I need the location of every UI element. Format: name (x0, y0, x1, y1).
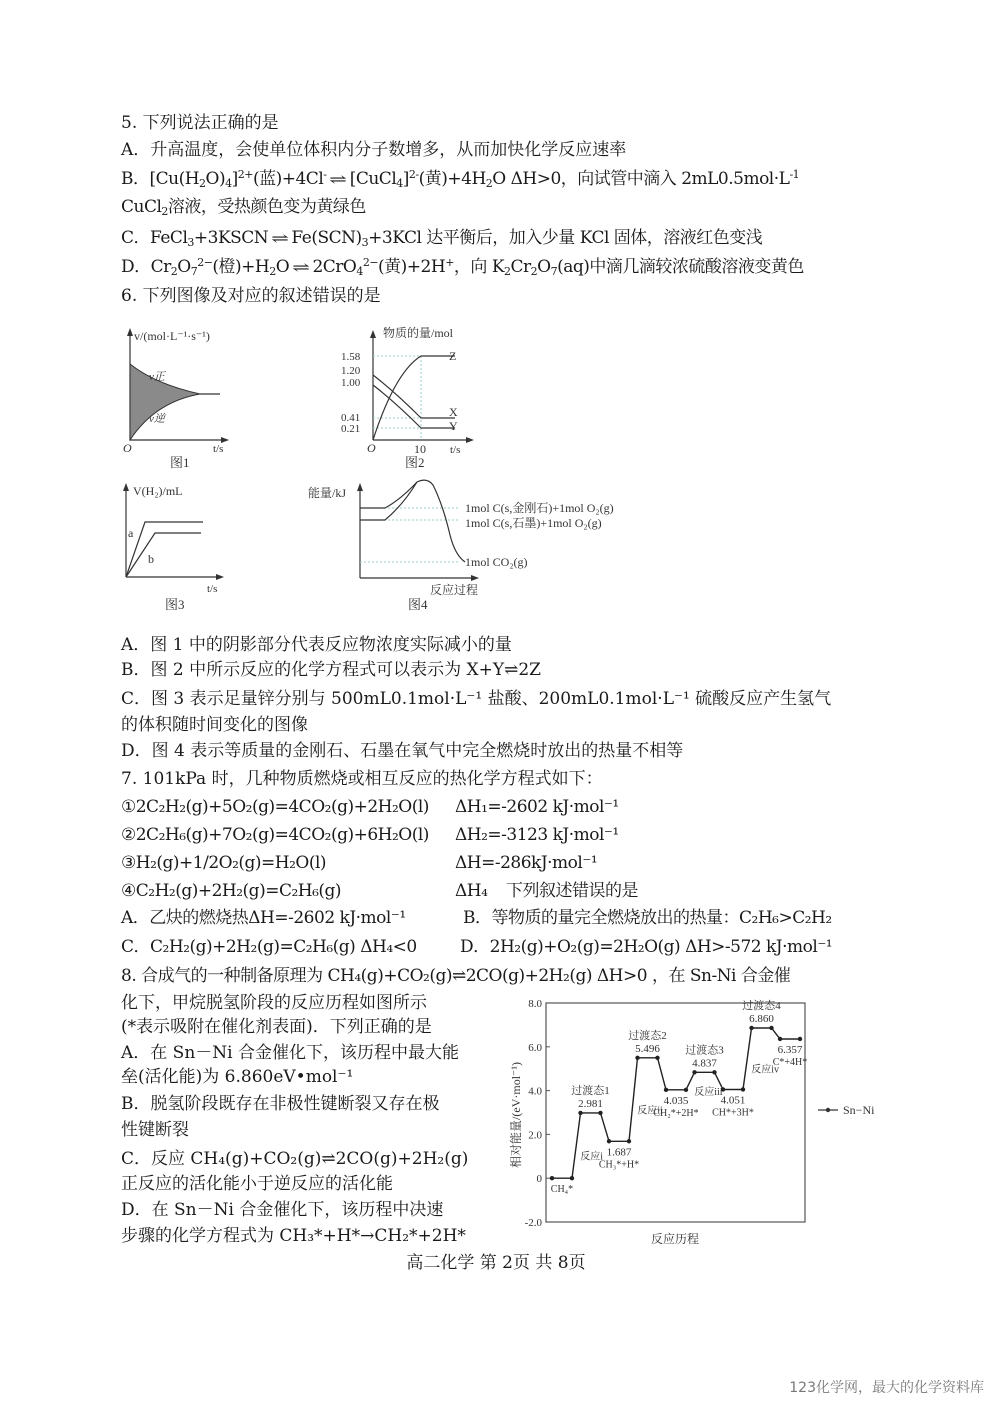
reaction-step-label: 反应i (580, 1151, 604, 1163)
q8-option-d: D．在 Sn－Ni 合金催化下，该历程中决速 (121, 1200, 444, 1220)
data-point (598, 1111, 602, 1115)
fig4-xlabel: 反应过程 (430, 583, 479, 597)
fig3-ylabel: V(H₂)/mL (133, 484, 183, 498)
fig3-x-arrow-icon (216, 574, 224, 580)
species-label: CH₄* (550, 1184, 574, 1196)
q5-option-a: A．升高温度，会使单位体积内分子数增多，从而加快化学反应速率 (121, 140, 627, 160)
fig2-label-z: Z (449, 349, 457, 363)
figure-2 (335, 322, 475, 476)
fig2-ytick-021: 0.21 (341, 423, 361, 435)
q8-option-c-cont: 正反应的活化能小于逆反应的活化能 (121, 1174, 393, 1194)
fig2-origin: O (367, 441, 376, 455)
q6-option-c: C．图 3 表示足量锌分别与 500mL0.1mol·L⁻¹ 盐酸、200mL0.1mol·L⁻¹ 硫酸反应产生氢气 (121, 689, 832, 709)
fig2-label-x: X (449, 405, 458, 419)
data-point (712, 1070, 716, 1074)
q8-line-2: (*表示吸附在催化剂表面)．下列正确的是 (121, 1017, 432, 1037)
q8-option-b-cont: 性键断裂 (121, 1120, 189, 1140)
fig2-ytick-158: 1.58 (341, 351, 361, 363)
data-point (749, 1026, 753, 1030)
legend-label: Sn−Ni (843, 1103, 875, 1117)
chart-ylabel: 相对能量/(eV·mol⁻¹) (509, 1062, 523, 1168)
ytick-label: -2.0 (524, 1217, 542, 1229)
fig3-series-a (126, 522, 203, 577)
data-point (692, 1070, 696, 1074)
q8-option-c: C．反应 CH₄(g)+CO₂(g)⇌2CO(g)+2H₂(g) (121, 1149, 469, 1169)
fig3-series-b (126, 533, 201, 577)
data-point (664, 1088, 668, 1092)
value-label: 4.837 (692, 1057, 717, 1070)
q5-option-b: B．$[Cu(H_2O)_4]^{2+}$(蓝)+4Cl- ⇌ [CuCl$_4$]$^{2-}$(黄)$+4H_2O$ ΔH>0，向试管中滴入 $2mL0.5mol\cdot L^{-1}$ (121, 168, 800, 190)
q7-eq3: ③H₂(g)+1/2O₂(g)=H₂O(l) ΔH=-286kJ·mol⁻¹ (121, 853, 598, 873)
fig4-label-co2: 1mol CO₂(g) (465, 555, 528, 569)
figure-1 (115, 322, 240, 476)
fig1-y-arrow-icon (127, 328, 133, 336)
transition-state-label: 过渡态3 (685, 1044, 724, 1057)
value-label: 6.357 (777, 1043, 803, 1056)
data-point (627, 1139, 631, 1143)
species-label: CH₃*+H* (598, 1159, 640, 1171)
value-label: 5.496 (635, 1042, 660, 1055)
data-point (769, 1026, 773, 1030)
species-label: C*+4H* (772, 1056, 808, 1068)
equilibrium-arrow-icon: ⇌ (292, 260, 310, 276)
fig4-curve-diamond (360, 480, 465, 562)
q7-option-d: D．2H₂(g)+O₂(g)=2H₂O(g) ΔH>-572 kJ·mol⁻¹ (460, 937, 833, 957)
equilibrium-arrow-icon: ⇌ (329, 172, 347, 188)
q8-option-a: A．在 Sn－Ni 合金催化下，该历程中最大能 (121, 1043, 459, 1063)
fig3-caption: 图3 (165, 597, 185, 612)
q5-option-b-cont: CuCl$_2$溶液，受热颜色变为黄绿色 (121, 197, 366, 218)
fig1-v-reverse: v逆 (149, 413, 165, 425)
transition-state-label: 过渡态1 (571, 1084, 610, 1097)
value-label: 2.981 (578, 1097, 603, 1110)
data-point (578, 1111, 582, 1115)
fig2-ytick-041: 0.41 (341, 412, 361, 424)
figure-4 (305, 475, 650, 624)
chart-xlabel: 反应历程 (650, 1232, 700, 1246)
fig1-ylabel: v/(mol·L⁻¹·s⁻¹) (134, 329, 210, 343)
fig4-label-graphite: 1mol C(s,石墨)+1mol O₂(g) (465, 516, 602, 530)
transition-state-label: 过渡态2 (628, 1029, 667, 1042)
data-point (798, 1037, 802, 1041)
fig2-series-x (373, 375, 455, 418)
q6-option-d: D．图 4 表示等质量的金刚石、石墨在氧气中完全燃烧时放出的热量不相等 (121, 741, 684, 761)
fig4-label-diamond: 1mol C(s,金刚石)+1mol O₂(g) (465, 501, 614, 515)
fig1-xlabel: t/s (213, 443, 224, 455)
data-point (778, 1037, 782, 1041)
q7-eq4: ④C₂H₂(g)+2H₂(g)=C₂H₆(g) ΔH₄ 下列叙述错误的是 (121, 881, 638, 901)
reaction-step-label: 反应iv (751, 1064, 780, 1076)
fig2-xlabel: t/s (450, 444, 461, 456)
equilibrium-arrow-icon: ⇌ (271, 231, 289, 247)
fig1-shaded-area (130, 364, 200, 440)
q8-option-a-cont: 垒(活化能)为 6.860eV•mol⁻¹ (121, 1067, 354, 1087)
fig3-xlabel: t/s (207, 583, 218, 595)
fig2-ylabel: 物质的量/mol (383, 326, 454, 340)
species-label: CH₂*+2H* (653, 1107, 699, 1119)
reaction-step-label: 反应iii (694, 1087, 723, 1099)
fig3-label-b: b (148, 552, 154, 566)
ytick-label: 6.0 (528, 1041, 542, 1054)
data-point (741, 1087, 745, 1091)
q7-option-c: C．C₂H₂(g)+2H₂(g)=C₂H₆(g) ΔH₄<0 D．2H₂(g)+O₂(g)=2H₂O(g) ΔH>-572 kJ·mol⁻¹ (121, 937, 833, 957)
fig2-label-y: Y (449, 419, 458, 433)
q5-stem: 5. 下列说法正确的是 (121, 113, 279, 133)
fig3-y-arrow-icon (123, 483, 129, 491)
value-label: 4.035 (663, 1094, 689, 1107)
energy-profile-chart (500, 990, 892, 1254)
legend-marker (826, 1108, 830, 1112)
ytick-label: 2.0 (528, 1129, 542, 1142)
fig2-caption: 图2 (405, 455, 425, 470)
fig4-ylabel: 能量/kJ (308, 486, 347, 500)
species-label: CH*+3H* (712, 1107, 754, 1119)
data-point (550, 1176, 554, 1180)
q8-stem: 8. 合成气的一种制备原理为 CH₄(g)+CO₂(g)⇌2CO(g)+2H₂(g) ΔH>0 ，在 Sn-Ni 合金催 (121, 966, 791, 986)
data-point (570, 1176, 574, 1180)
q7-eq1: ①2C₂H₂(g)+5O₂(g)=4CO₂(g)+2H₂O(l) ΔH₁=-2602 kJ·mol⁻¹ (121, 797, 619, 817)
data-point (635, 1056, 639, 1060)
q7-stem: 7. 101kPa 时，几种物质燃烧或相互反应的热化学方程式如下： (121, 769, 603, 789)
fig3-label-a: a (128, 526, 134, 540)
fig2-series-z (373, 356, 455, 440)
value-label: 1.687 (606, 1146, 632, 1159)
data-point (655, 1056, 659, 1060)
ytick-label: 0 (536, 1173, 542, 1186)
data-point (607, 1139, 611, 1143)
q8-option-b: B．脱氢阶段既存在非极性键断裂又存在极 (121, 1094, 440, 1114)
data-point (684, 1088, 688, 1092)
q6-option-a: A．图 1 中的阴影部分代表反应物浓度实际减小的量 (121, 635, 512, 655)
q8-option-d-cont: 步骤的化学方程式为 CH₃*+H*→CH₂*+2H* (121, 1226, 466, 1246)
fig4-x-arrow-icon (471, 575, 479, 581)
fig2-ytick-100: 1.00 (341, 377, 361, 389)
q6-option-c-cont: 的体积随时间变化的图像 (121, 715, 308, 735)
fig1-v-forward: v正 (149, 371, 165, 383)
fig2-ytick-120: 1.20 (341, 365, 361, 377)
fig4-caption: 图4 (408, 597, 428, 612)
q8-line-1: 化下，甲烷脱氢阶段的反应历程如图所示 (121, 993, 427, 1013)
ytick-label: 8.0 (528, 998, 542, 1010)
value-label: 6.860 (749, 1012, 774, 1025)
watermark: 123化学网，最大的化学资料库 (789, 1380, 984, 1396)
q7-option-a: A．乙炔的燃烧热ΔH=-2602 kJ·mol⁻¹ B．等物质的量完全燃烧放出的热量：C₂H₆>C₂H₂ (121, 908, 832, 928)
fig4-curve-graphite (360, 482, 417, 520)
value-label: 4.051 (720, 1094, 746, 1107)
q6-option-b: B．图 2 中所示反应的化学方程式可以表示为 X+Y⇌2Z (121, 660, 541, 680)
figure-3 (115, 475, 240, 624)
q5-option-d: D．$Cr_2O_7^{2-}$(橙)$+H_2O$ ⇌ 2CrO$_4^{2-}$(黄)+2H+，向 $K_2Cr_2O_7(aq)$中滴几滴较浓硫酸溶液变黄色 (121, 256, 804, 278)
transition-state-label: 过渡态4 (742, 999, 781, 1012)
fig4-y-arrow-icon (357, 483, 363, 491)
q7-eq2: ②2C₂H₆(g)+7O₂(g)=4CO₂(g)+6H₂O(l) ΔH₂=-3123 kJ·mol⁻¹ (121, 825, 619, 845)
reaction-step-label: 反应ii (637, 1105, 663, 1117)
fig1-caption: 图1 (170, 455, 190, 470)
fig2-y-arrow-icon (370, 330, 376, 338)
q6-stem: 6. 下列图像及对应的叙述错误的是 (121, 286, 381, 306)
fig1-origin: O (123, 441, 132, 455)
ytick-label: 4.0 (528, 1085, 542, 1098)
q5-option-c: C．FeCl$_3$+3KSCN ⇌ $Fe(SCN)_3+3KCl$ 达平衡后，加入少量 KCl 固体，溶液红色变浅 (121, 228, 763, 249)
page-footer: 高二化学 第 2页 共 8页 (406, 1253, 586, 1273)
fig2-xtick-10: 10 (414, 442, 426, 456)
fig2-x-arrow-icon (466, 437, 474, 443)
q7-option-b: B．等物质的量完全燃烧放出的热量：C₂H₆>C₂H₂ (463, 908, 832, 928)
